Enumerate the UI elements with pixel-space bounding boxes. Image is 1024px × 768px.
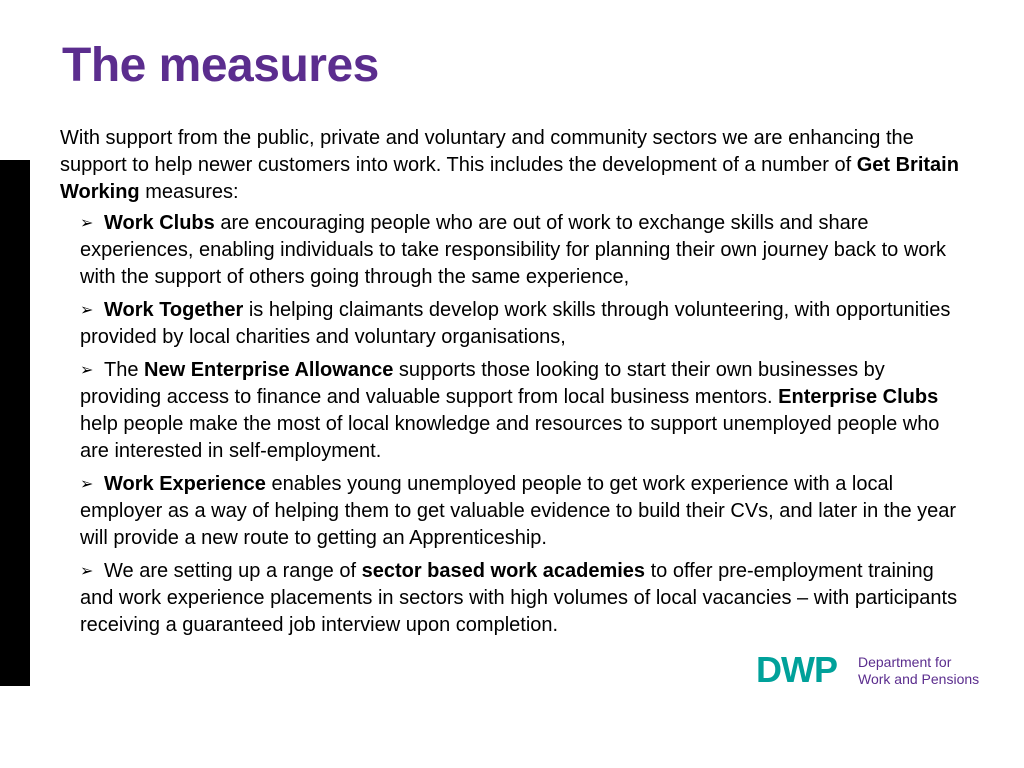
bullet-bold: Work Together bbox=[104, 299, 244, 321]
dwp-logo-text bbox=[858, 654, 979, 688]
bullet-post: enables young unemployed people to get work experience with a local employer as a way of helping them to get valuable evidence to build their CVs, and later in the year will provide a new route to getting an Apprenticeship. bbox=[80, 473, 957, 549]
dwp-logo-line2: Work and Pensions bbox=[858, 671, 980, 687]
measures-list bbox=[60, 210, 960, 639]
left-decorative-bar bbox=[0, 160, 30, 686]
bullet-post: to offer pre-employment training and work experience placements in sectors with high volumes of local vacancies – with participants receiving a guaranteed job interview upon completion. bbox=[80, 560, 958, 636]
dwp-logo-mark: DWP bbox=[756, 649, 837, 690]
bullet-bold: Work Clubs bbox=[104, 212, 215, 234]
bullet-pre: The bbox=[104, 359, 145, 381]
slide-body bbox=[60, 125, 960, 645]
bullet-pre: We are setting up a range of bbox=[104, 560, 362, 582]
arrow-bullet-icon: ➢ bbox=[80, 476, 94, 493]
intro-paragraph bbox=[60, 125, 960, 206]
intro-bold-term: Get Britain Working bbox=[60, 154, 959, 203]
arrow-bullet-icon: ➢ bbox=[80, 302, 94, 319]
list-item bbox=[80, 357, 960, 465]
dwp-logo-line1: Department for bbox=[858, 654, 952, 670]
arrow-bullet-icon: ➢ bbox=[80, 215, 94, 232]
bullet-post: are encouraging people who are out of work to exchange skills and share experiences, enabling individuals to take responsibility for planning their own journey back to work with the support of others going through the same experience, bbox=[80, 212, 947, 288]
intro-text-before: With support from the public, private and voluntary and community sectors we are enhancing the support to help newer customers into work. This includes the development of a number of bbox=[60, 127, 914, 176]
dwp-logo bbox=[756, 650, 986, 692]
slide-title: The measures bbox=[62, 39, 379, 92]
bullet-post: supports those looking to start their own businesses by providing access to finance and valuable support from local business mentors. bbox=[80, 359, 885, 408]
intro-text-after: measures: bbox=[139, 181, 239, 203]
bullet-bold: sector based work academies bbox=[361, 560, 646, 582]
bullet-bold: Work Experience bbox=[104, 473, 266, 495]
bullet-post: is helping claimants develop work skills through volunteering, with opportunities provided by local charities and voluntary organisations, bbox=[80, 299, 951, 348]
bullet-post-secondary: help people make the most of local knowledge and resources to support unemployed people who are interested in self-employment. bbox=[80, 413, 940, 462]
arrow-bullet-icon: ➢ bbox=[80, 362, 94, 379]
list-item bbox=[80, 558, 960, 639]
list-item bbox=[80, 471, 960, 552]
bullet-bold: New Enterprise Allowance bbox=[144, 359, 394, 381]
bullet-bold-secondary: Enterprise Clubs bbox=[778, 386, 939, 408]
list-item bbox=[80, 210, 960, 291]
list-item bbox=[80, 297, 960, 351]
arrow-bullet-icon: ➢ bbox=[80, 563, 94, 580]
